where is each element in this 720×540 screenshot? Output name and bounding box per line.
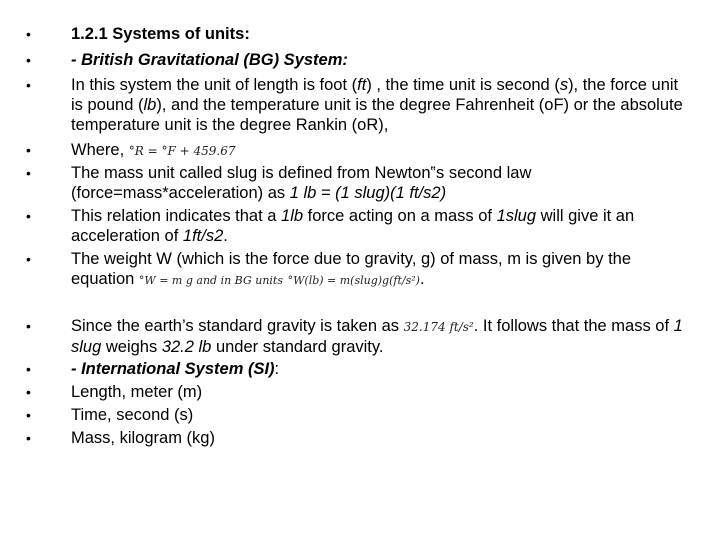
bullet-icon: • bbox=[26, 430, 31, 446]
bullet-icon: • bbox=[26, 384, 31, 400]
list-item-where bbox=[26, 140, 686, 161]
paragraph-text: Mass, kilogram (kg) bbox=[71, 429, 215, 447]
weight-equation: °W = m g and in BG units bbox=[138, 274, 283, 287]
paragraph-text: Where, °R = °F + 459.67 bbox=[71, 141, 236, 159]
paragraph-text: Since the earth’s standard gravity is taken as 32.174 ft/s². It follows that the mass of 1 slug weighs 32.2 lb under standard gravity. bbox=[71, 317, 683, 356]
list-item-slug bbox=[26, 163, 686, 203]
list-item-systems-of-units bbox=[26, 24, 686, 44]
bullet-icon: • bbox=[26, 361, 31, 377]
list-item-bg-units bbox=[26, 75, 686, 135]
paragraph-text: The weight W (which is the force due to gravity, g) of mass, m is given by the equation °W = m g and in BG units °W(lb) = m(slug)g(ft/s²). bbox=[71, 250, 632, 288]
list-item-time bbox=[26, 405, 686, 425]
subsection-heading: - British Gravitational (BG) System: bbox=[71, 51, 348, 69]
list-item-standard-gravity bbox=[26, 316, 686, 357]
paragraph-text: Time, second (s) bbox=[71, 406, 194, 424]
bullet-icon: • bbox=[26, 251, 31, 267]
paragraph-text: In this system the unit of length is foot (ft) , the time unit is second (s), the force unit is pound (lb), and the temperature unit is the degree Fahrenheit (oF) or the absolute temperature unit is the degree Rankin (oR), bbox=[71, 76, 683, 134]
bullet-icon: • bbox=[26, 52, 31, 68]
slug-equation: 1 lb = (1 slug)(1 ft/s2) bbox=[289, 184, 447, 202]
bullet-icon: • bbox=[26, 208, 31, 224]
bullet-icon: • bbox=[26, 407, 31, 423]
list-item-weight bbox=[26, 249, 686, 291]
bullet-icon: • bbox=[26, 26, 31, 42]
paragraph-text: The mass unit called slug is defined from Newton‟s second law (force=mass*acceleration) as 1 lb = (1 slug)(1 ft/s2) bbox=[71, 164, 532, 202]
rankine-equation: °R = °F + 459.67 bbox=[128, 144, 236, 158]
bullet-icon: • bbox=[26, 77, 31, 93]
paragraph-text: Length, meter (m) bbox=[71, 383, 203, 401]
list-item-bg-system bbox=[26, 50, 686, 70]
bullet-icon: • bbox=[26, 142, 31, 158]
subsection-heading: - International System (SI) bbox=[71, 360, 275, 378]
bullet-icon: • bbox=[26, 165, 31, 181]
weight-bg-equation: °W(lb) = m(slug)g(ft/s²) bbox=[287, 274, 420, 287]
list-item-relation bbox=[26, 206, 686, 246]
list-item-length bbox=[26, 382, 686, 402]
gravity-value: 32.174 ft/s² bbox=[403, 320, 474, 334]
list-item-si-system: • - International System (SI): bbox=[26, 360, 280, 378]
section-heading: 1.2.1 Systems of units: bbox=[71, 25, 250, 43]
list-item-mass bbox=[26, 428, 686, 448]
paragraph-text: This relation indicates that a 1lb force acting on a mass of 1slug will give it an acceleration of 1ft/s2. bbox=[71, 207, 635, 245]
bullet-icon: • bbox=[26, 318, 31, 334]
